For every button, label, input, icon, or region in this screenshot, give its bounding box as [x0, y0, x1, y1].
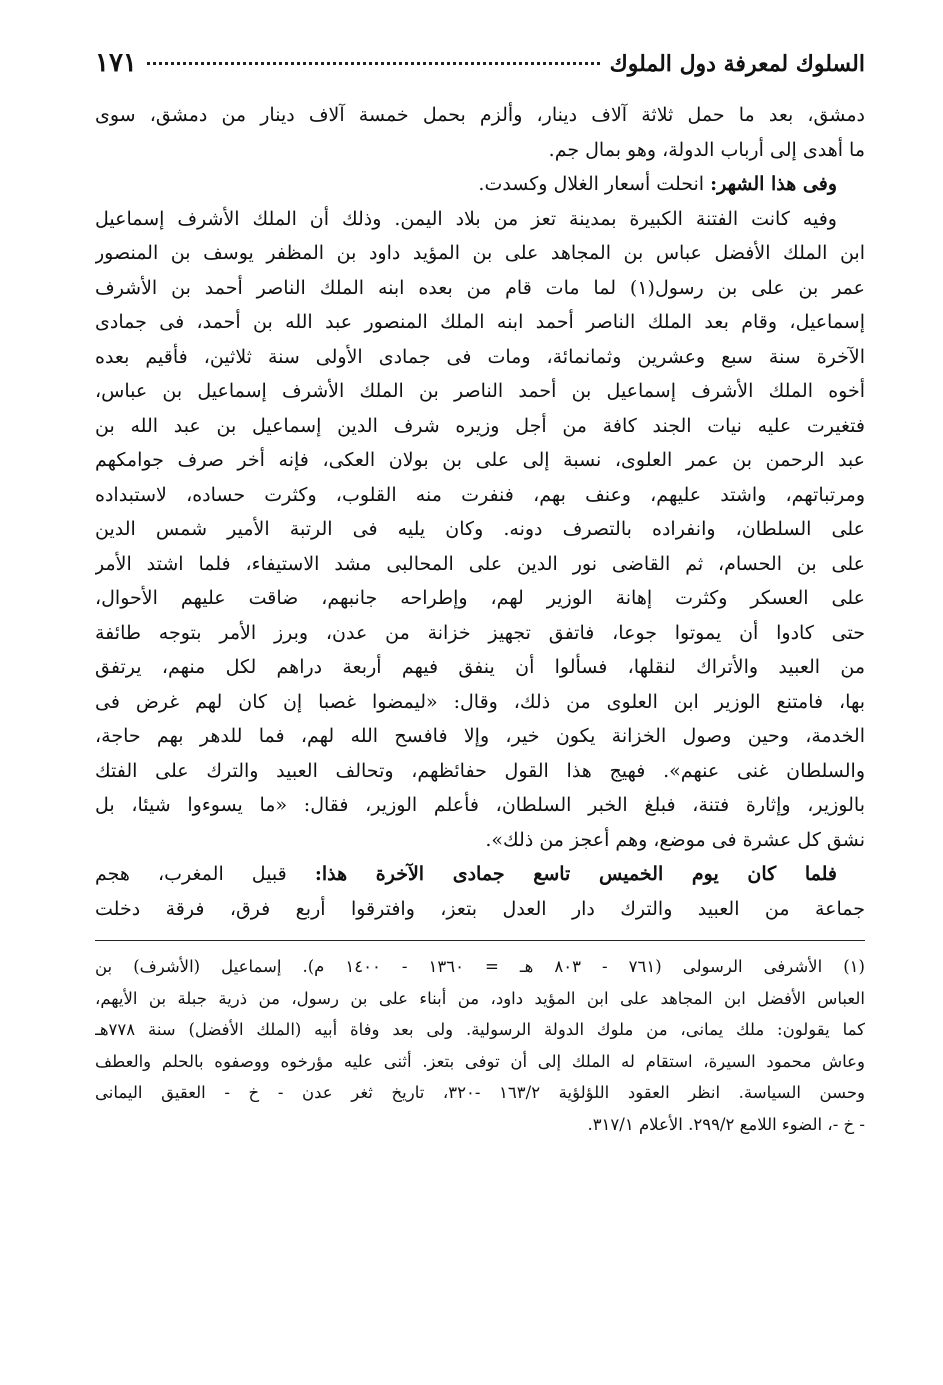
page-number: ١٧١	[95, 48, 137, 78]
text-line: حتى كادوا أن يموتوا جوعا، فاتفق تجهيز خزانة من عدن، وبرز الأمر بتوجه طائفة	[95, 621, 865, 644]
footnote-line: (١) الأشرفى الرسولى (٧٦١ - ٨٠٣ هـ = ١٣٦٠ - ١٤٠٠ م). إسماعيل (الأشرف) بن	[95, 957, 865, 976]
leader-dots	[147, 62, 600, 65]
text-line: على العسكر وكثرت إهانة الوزير لهم، وإطراحه جانبهم، ضاقت عليهم الأحوال،	[95, 587, 865, 609]
text-line: عمر بن على بن رسول(١) لما مات قام من بعده ابنه الملك الناصر أحمد بن الأشرف	[95, 276, 865, 299]
text-line: بها، فامتنع الوزير ابن العلوى من ذلك، وقال: «ليمضوا غصبا إن كان لهم غرض فى	[95, 690, 865, 713]
text-line: نشق كل عشرة فى موضع، وهم أعجز من ذلك».	[485, 828, 865, 851]
footnote-line: كما يقولون: ملك يمانى، من ملوك الدولة الرسولية. ولى بعد وفاة أبيه (الملك الأفضل) سنة ٧٧٨هـ	[95, 1020, 865, 1039]
footnote-separator	[95, 940, 865, 941]
text-line: جماعة من العبيد والترك دار العدل بتعز، وافترقوا أربع فرق، فرقة دخلت	[95, 897, 865, 920]
text-line: الخدمة، وحين وصول الخزانة يكون خير، وإلا فافسح الله لهم، فما للدهر بهم حاجة،	[95, 725, 865, 747]
text-line: على السلطان، وانفراده بالتصرف دونه. وكان يليه فى الرتبة الأمير شمس الدين	[95, 518, 865, 540]
text-line: الآخرة سنة سبع وعشرين وثمانمائة، ومات فى جمادى الأولى سنة ثلاثين، فأقيم بعده	[95, 345, 865, 368]
text-line: ومرتباتهم، واشتد عليهم، وعنف بهم، فنفرت منه القلوب، وكثرت حساده، لاستبداده	[95, 483, 865, 506]
main-text	[95, 98, 865, 926]
text-run: انحلت أسعار الغلال وكسدت.	[478, 173, 705, 195]
text-line	[95, 857, 865, 892]
text-line: على بن الحسام، ثم القاضى نور الدين على المحالبى مشد الاستيفاء، فلما اشتد الأمر	[95, 552, 865, 575]
running-header	[95, 48, 865, 92]
text-line	[95, 167, 865, 202]
text-line: من العبيد والأتراك لنقلها، فسألوا أن ينفق فيهم أربعة دراهم لكل منهم، يرتفق	[95, 656, 865, 678]
footnote-line: وعاش محمود السيرة، استقام له الملك إلى أن توفى بتعز. أثنى عليه مؤرخوه ووصفوه بالحلم والعطف	[95, 1051, 865, 1071]
text-line: وفيه كانت الفتنة الكبيرة بمدينة تعز من بلاد اليمن. وذلك أن الملك الأشرف إسماعيل	[95, 207, 837, 230]
text-line: بالوزير، وإثارة فتنة، فبلغ الخبر السلطان، فأعلم الوزير، فقال: «ما يسوءوا شيئا، بل	[95, 794, 865, 816]
book-title: السلوك لمعرفة دول الملوك	[609, 51, 865, 77]
text-line: فتغيرت عليه نيات الجند كافة من أجل وزيره شرف الدين إسماعيل بن عبد الله بن	[95, 414, 865, 437]
text-line: ما أهدى إلى أرباب الدولة، وهو بمال جم.	[548, 138, 865, 161]
text-line: والسلطان غنى عنهم». فهيج هذا القول حفائظهم، وتحالف العبيد والترك على الفتك	[95, 759, 865, 782]
section-lead: وفى هذا الشهر:	[710, 173, 837, 195]
section-lead: فلما كان يوم الخميس تاسع جمادى الآخرة هذا:	[314, 863, 838, 885]
text-line: عبد الرحمن بن عمر العلوى، نسبة إلى على بن بولان العكى، فإنه أخر صرف جوامكهم	[95, 449, 865, 471]
text-line: ابن الملك الأفضل عباس بن المجاهد على بن المؤيد داود بن المظفر يوسف بن المنصور	[95, 242, 865, 264]
footnotes	[95, 951, 865, 1140]
text-line: أخوه الملك الأشرف إسماعيل بن أحمد الناصر بن الملك الأشرف إسماعيل بن عباس،	[95, 380, 865, 402]
footnote-line: العباس الأفضل ابن المجاهد على ابن المؤيد داود، من أبناء على بن رسول، من ذرية جبلة بن الأيهم،	[95, 988, 865, 1008]
footnote-line: وحسن السياسة. انظر العقود اللؤلؤية ١٦٣/٢ -٣٢٠، تاريخ ثغر عدن - خ - العقيق اليمانى	[95, 1083, 865, 1102]
text-run: قبيل المغرب، هجم	[95, 863, 287, 885]
text-line: دمشق، بعد ما حمل ثلاثة آلاف دينار، وألزم بحمل خمسة آلاف دينار من دمشق، سوى	[95, 104, 865, 126]
footnote-line: - خ -، الضوء اللامع ٢٩٩/٢. الأعلام ٣١٧/١.	[587, 1114, 865, 1134]
text-line: إسماعيل، وقام بعد الملك الناصر أحمد ابنه الملك المنصور عبد الله بن أحمد، فى جمادى	[95, 311, 865, 333]
